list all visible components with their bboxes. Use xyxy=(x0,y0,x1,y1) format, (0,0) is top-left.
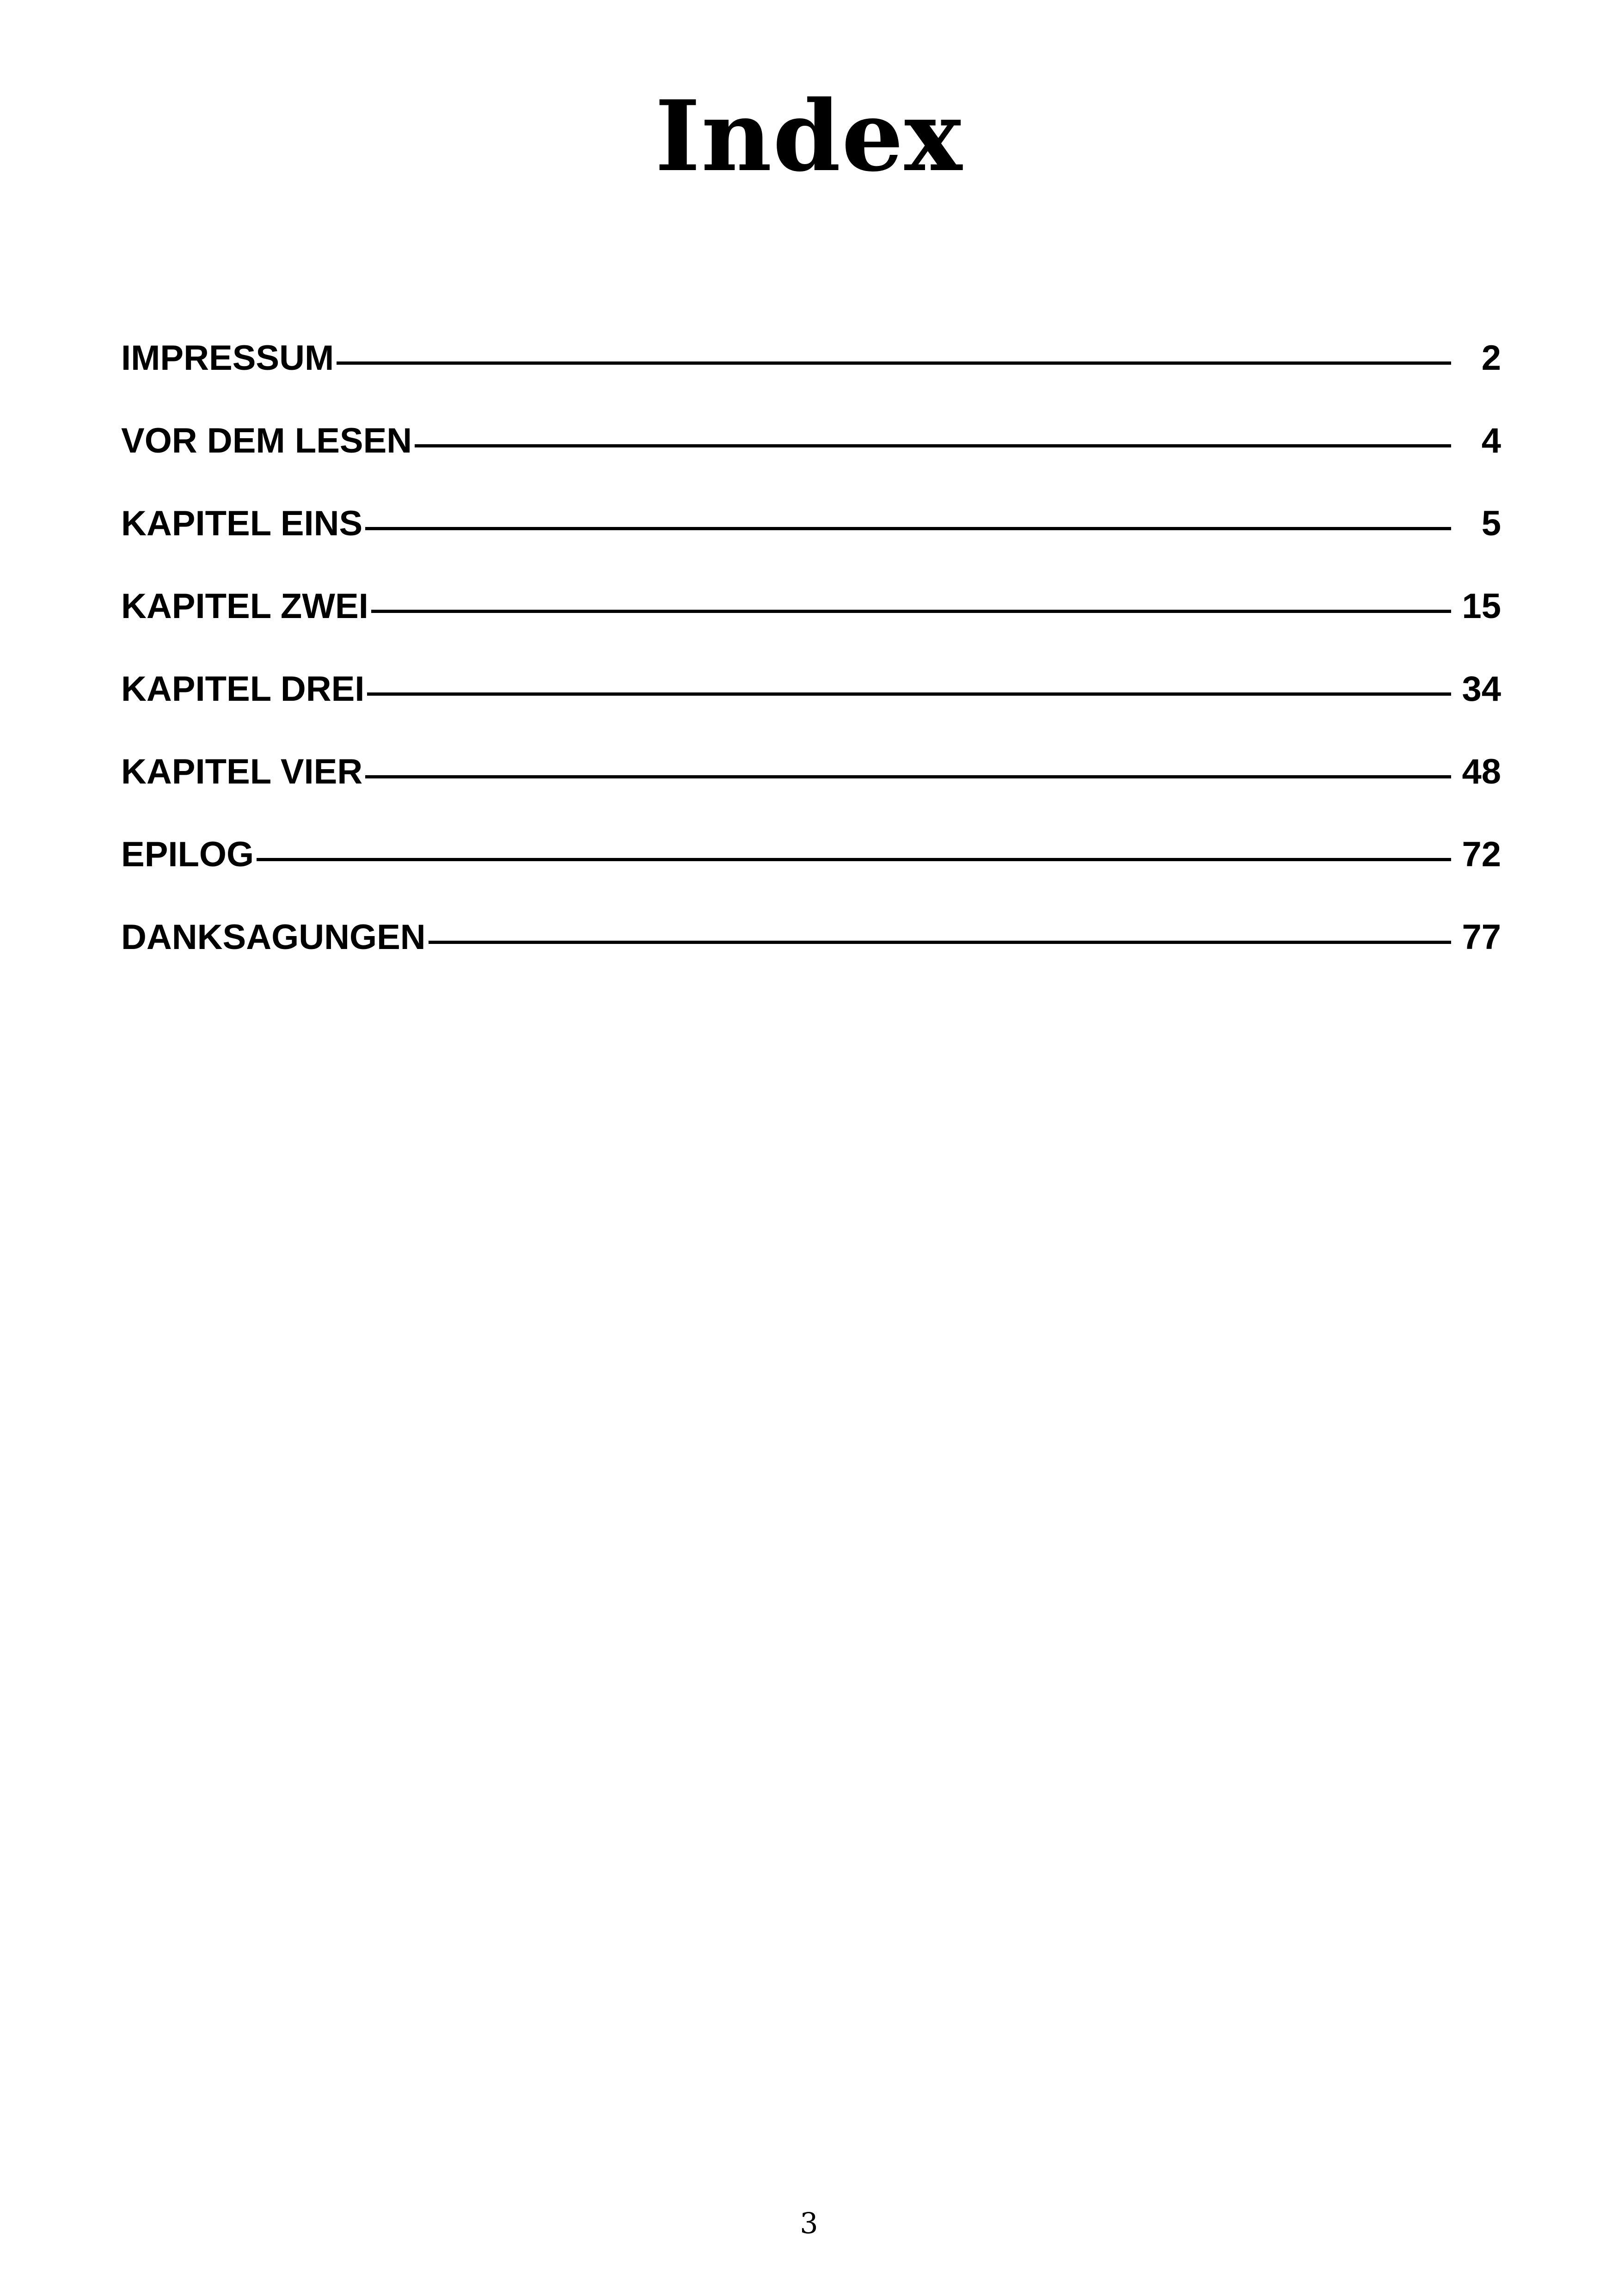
toc-entry-page: 77 xyxy=(1462,918,1501,957)
table-of-contents xyxy=(121,333,1501,995)
toc-leader-line xyxy=(365,499,1451,530)
toc-leader-line xyxy=(429,913,1451,944)
toc-entry[interactable] xyxy=(121,416,1501,498)
toc-entry-page: 72 xyxy=(1462,835,1501,874)
toc-entry[interactable] xyxy=(121,747,1501,829)
page-number: 3 xyxy=(800,2206,818,2240)
toc-entry-label: IMPRESSUM xyxy=(121,338,334,378)
toc-leader-line xyxy=(257,830,1451,861)
toc-entry-label: KAPITEL ZWEI xyxy=(121,587,368,626)
toc-entry[interactable] xyxy=(121,664,1501,747)
toc-leader-line xyxy=(365,747,1451,778)
toc-entry-label: KAPITEL DREI xyxy=(121,669,365,709)
toc-entry[interactable] xyxy=(121,498,1501,581)
toc-entry-label: KAPITEL VIER xyxy=(121,752,363,791)
toc-leader-line xyxy=(337,334,1451,365)
toc-entry-page: 2 xyxy=(1481,338,1501,378)
toc-leader-line xyxy=(371,582,1451,613)
toc-entry[interactable] xyxy=(121,333,1501,416)
toc-entry-page: 34 xyxy=(1462,669,1501,709)
toc-entry-page: 4 xyxy=(1481,421,1501,460)
toc-entry[interactable] xyxy=(121,912,1501,995)
toc-entry-page: 48 xyxy=(1462,752,1501,791)
toc-leader-line xyxy=(415,416,1451,447)
toc-entry-page: 15 xyxy=(1462,587,1501,626)
toc-entry-label: DANKSAGUNGEN xyxy=(121,918,426,957)
toc-entry[interactable] xyxy=(121,829,1501,912)
page-title: Index xyxy=(655,79,963,193)
toc-entry-page: 5 xyxy=(1481,504,1501,543)
toc-entry-label: EPILOG xyxy=(121,835,254,874)
toc-entry-label: KAPITEL EINS xyxy=(121,504,363,543)
toc-entry-label: VOR DEM LESEN xyxy=(121,421,412,460)
toc-entry[interactable] xyxy=(121,581,1501,664)
toc-leader-line xyxy=(367,665,1451,696)
